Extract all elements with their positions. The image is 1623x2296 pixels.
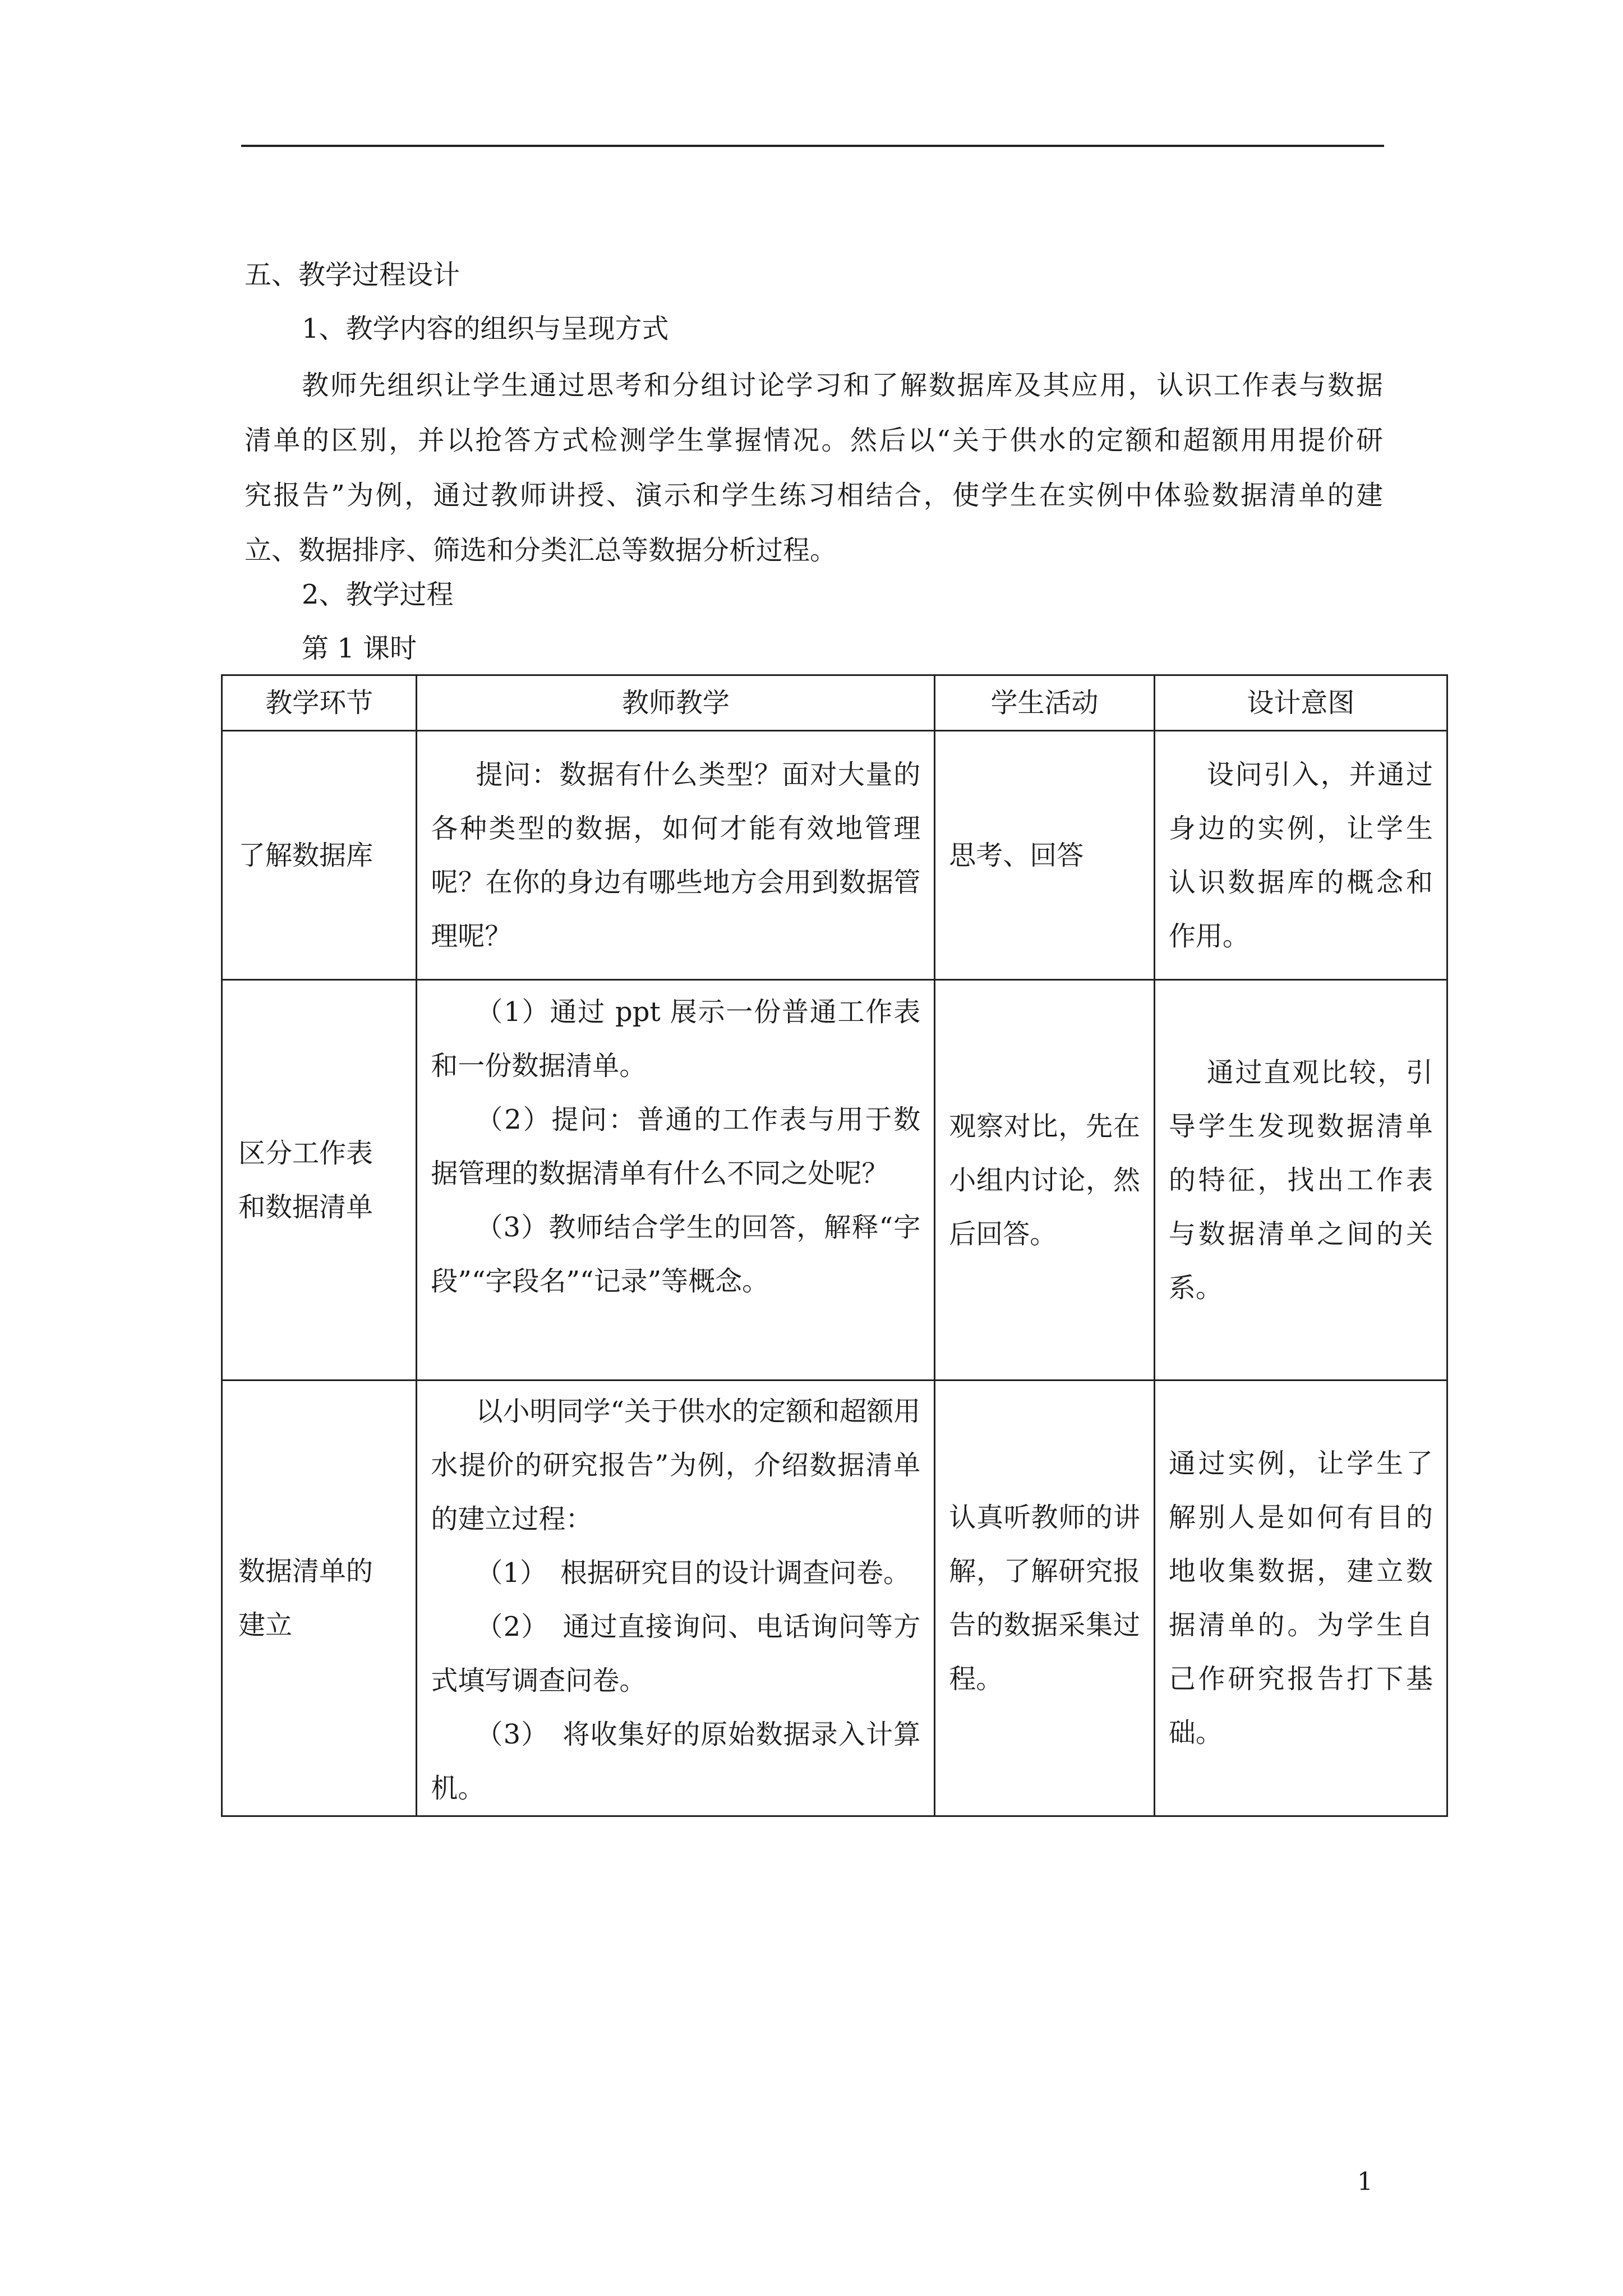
- student-text: 观察对比，先在小组内讨论，然后回答。: [949, 1110, 1140, 1250]
- stage-cell: [222, 731, 417, 980]
- teacher-item: （3）教师结合学生的回答，解释“字段”“字段名”“记录”等概念。: [431, 1212, 921, 1297]
- table-row: [222, 980, 1447, 1381]
- teacher-item: 以小明同学“关于供水的定额和超额用水提价的研究报告”为例，介绍数据清单的建立过程：: [431, 1396, 921, 1535]
- subsection-heading-1: 1、教学内容的组织与呈现方式: [302, 313, 669, 344]
- stage-cell: [222, 1381, 417, 1816]
- teacher-item: （2）提问：普通的工作表与用于数据管理的数据清单有什么不同之处呢？: [431, 1104, 921, 1189]
- intent-text: 通过直观比较，引导学生发现数据清单的特征，找出工作表与数据清单之间的关系。: [1168, 1056, 1433, 1304]
- teacher-item: （3） 将收集好的原始数据录入计算机。: [431, 1719, 921, 1804]
- teaching-process-table: [221, 674, 1448, 1817]
- teacher-cell: [417, 1381, 935, 1816]
- teacher-item: （1） 根据研究目的设计调查问卷。: [476, 1557, 910, 1589]
- student-cell: [935, 980, 1155, 1381]
- header-cell: 教师教学: [417, 675, 935, 731]
- stage-text: [223, 1126, 416, 1234]
- intent-cell: [1154, 980, 1447, 1381]
- table-row: [222, 731, 1447, 980]
- intent-cell: [1154, 731, 1447, 980]
- header-cell: 学生活动: [935, 675, 1155, 731]
- header-cell: 教学环节: [222, 675, 417, 731]
- table-header-row: [222, 675, 1447, 731]
- stage-line: 建立: [238, 1609, 293, 1641]
- intent-text: 通过实例，让学生了解别人是如何有目的地收集数据，建立数据清单的。为学生自己作研究报告打下基础。: [1168, 1448, 1433, 1749]
- paragraph-line: 教师先组织让学生通过思考和分组讨论学习和了解数据库及其应用，认识工作表与数据: [302, 370, 1383, 401]
- paragraph-line: 究报告”为例，通过教师讲授、演示和学生练习相结合，使学生在实例中体验数据清单的建: [245, 480, 1383, 511]
- teacher-text: 提问：数据有什么类型？面对大量的各种类型的数据，如何才能有效地管理呢？在你的身边有哪些地方会用到数据管理呢？: [431, 758, 921, 952]
- lesson-label: 第 1 课时: [302, 633, 417, 664]
- teacher-item: （2） 通过直接询问、电话询问等方式填写调查问卷。: [431, 1611, 921, 1696]
- section-heading: 五、教学过程设计: [245, 259, 460, 291]
- subsection-heading-2: 2、教学过程: [302, 579, 454, 610]
- student-text: 认真听教师的讲解，了解研究报告的数据采集过程。: [949, 1502, 1140, 1695]
- stage-cell: [222, 980, 417, 1381]
- body-paragraph: [245, 358, 1383, 578]
- student-cell: [935, 1381, 1155, 1816]
- header-cell: 设计意图: [1154, 675, 1447, 731]
- teacher-cell: [417, 980, 935, 1381]
- intent-text: 设问引入，并通过身边的实例，让学生认识数据库的概念和作用。: [1168, 758, 1433, 952]
- paragraph-line: 清单的区别，并以抢答方式检测学生掌握情况。然后以“关于供水的定额和超额用用提价研: [245, 425, 1383, 456]
- header-rule: [241, 145, 1384, 147]
- intent-cell: [1154, 1381, 1447, 1816]
- paragraph-line: 立、数据排序、筛选和分类汇总等数据分析过程。: [245, 535, 837, 566]
- student-cell: [935, 731, 1155, 980]
- stage-line: 和数据清单: [238, 1191, 374, 1223]
- stage-text: 了解数据库: [238, 839, 374, 871]
- stage-text: [223, 1544, 416, 1652]
- stage-line: 区分工作表: [238, 1137, 374, 1169]
- teacher-cell: [417, 731, 935, 980]
- teacher-item: （1）通过 ppt 展示一份普通工作表和一份数据清单。: [431, 996, 921, 1082]
- stage-line: 数据清单的: [238, 1556, 374, 1587]
- student-text: 思考、回答: [949, 839, 1084, 871]
- page-number: 1: [1357, 2168, 1373, 2196]
- table-row: [222, 1381, 1447, 1816]
